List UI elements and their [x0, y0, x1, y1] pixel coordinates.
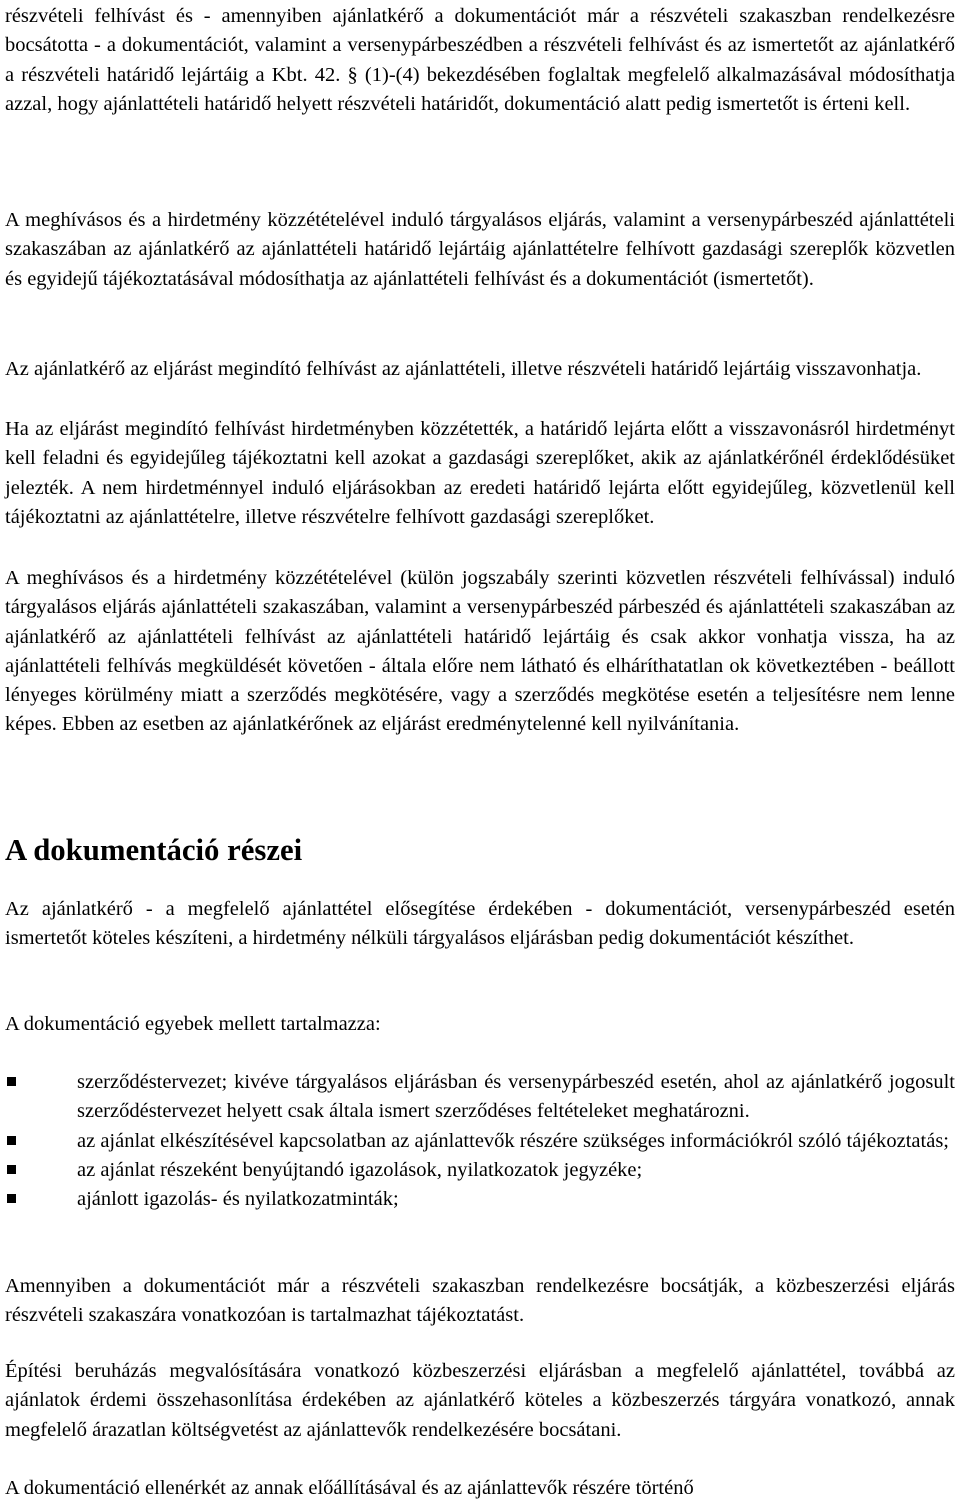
- section-heading: A dokumentáció részei: [5, 833, 303, 867]
- paragraph-construction-budget: Építési beruházás megvalósítására vonatkozó közbeszerzési eljárásban a megfelelő ajánlattétel, továbbá az ajánlatok érdemi összehasonlítása érdekében az ajánlatkérő köteles a közbeszerzés tárgyára vonatkozó, annak megfelelő árazatlan költségvetést az ajánlattevők rendelkezésére bocsátani.: [5, 1360, 955, 1441]
- paragraph-documentation-fee: A dokumentáció ellenérkét az annak előállításával és az ajánlattevők részére történő: [5, 1477, 694, 1499]
- paragraph-withdrawal: Az ajánlatkérő az eljárást megindító felhívást az ajánlattételi, illetve részvételi határidő lejártáig visszavonhatja.: [5, 358, 922, 380]
- square-bullet-icon: [7, 1165, 16, 1174]
- paragraph-withdrawal-notice: Ha az eljárást megindító felhívást hirdetményben közzétették, a határidő lejárta előtt a visszavonásról hirdetményt kell feladni és egyidejűleg tájékoztatni kell azokat a gazdasági szereplőket, akik az ajánlatkérőnél érdeklődésüket jelezték. A nem hirdetménnyel induló eljárásokban az eredeti határidő lejárta előtt egyidejűleg, közvetlenül kell tájékoztatni az ajánlattételre, illetve részvételre felhívott gazdasági szereplőket.: [5, 418, 955, 528]
- list-item-text: az ajánlat elkészítésével kapcsolatban az ajánlattevők részére szükséges információkról szóló tájékoztatás;: [77, 1129, 949, 1152]
- paragraph-documentation-intro: Az ajánlatkérő - a megfelelő ajánlattétel elősegítése érdekében - dokumentációt, versenypárbeszéd esetén ismertetőt köteles készíteni, a hirdetmény nélküli tárgyalásos eljárásban pedig dokumentációt készíthet.: [5, 898, 955, 950]
- paragraph-participation-info: Amennyiben a dokumentációt már a részvételi szakaszban rendelkezésre bocsátják, a közbeszerzési eljárás részvételi szakaszára vonatkozóan is tartalmazhat tájékoztatást.: [5, 1275, 955, 1327]
- list-item-text: az ajánlat részeként benyújtandó igazolások, nyilatkozatok jegyzéke;: [77, 1158, 643, 1181]
- paragraph-modification-tender-phase: A meghívásos és a hirdetmény közzétételével induló tárgyalásos eljárás, valamint a versenypárbeszéd ajánlattételi szakaszában az ajánlatkérő az ajánlattételi határidő lejártáig ajánlattételre felhívott gazdasági szereplők közvetlen és egyidejű tájékoztatásával módosíthatja az ajánlattételi felhívást és a dokumentációt (ismertetőt).: [5, 209, 955, 290]
- list-item-text: szerződéstervezet; kivéve tárgyalásos eljárásban és versenypárbeszéd esetén, ahol az ajánlatkérő jogosult szerződéstervezet helyett csak általa ismert szerződéses feltételeket meghatározni.: [77, 1071, 955, 1123]
- paragraph-modification-participation: részvételi felhívást és - amennyiben ajánlatkérő a dokumentációt már a részvételi szakaszban rendelkezésre bocsátotta - a dokumentációt, valamint a versenypárbeszédben a részvételi felhívást és az ismertetőt az ajánlatkérő a részvételi határidő lejártáig a Kbt. 42. § (1)-(4) bekezdésében foglaltak megfelelő alkalmazásával módosíthatja azzal, hogy ajánlattételi határidő helyett részvételi határidőt, dokumentáció alatt pedig ismertetőt is érteni kell.: [5, 5, 955, 115]
- list-item: [5, 1068, 955, 1127]
- paragraph-documentation-contents: A dokumentáció egyebek mellett tartalmazza:: [5, 1013, 381, 1035]
- square-bullet-icon: [7, 1077, 16, 1086]
- square-bullet-icon: [7, 1194, 16, 1203]
- list-item-text: ajánlott igazolás- és nyilatkozatminták;: [77, 1188, 399, 1211]
- square-bullet-icon: [7, 1136, 16, 1145]
- paragraph-withdrawal-conditions: A meghívásos és a hirdetmény közzétételével (külön jogszabály szerinti közvetlen részvételi felhívással) induló tárgyalásos eljárás ajánlattételi szakaszában, valamint a versenypárbeszéd párbeszéd és ajánlattételi szakaszában az ajánlatkérő az ajánlattételi felhívást az ajánlattételi határidő lejártáig és csak akkor vonhatja vissza, ha az ajánlattételi felhívás megküldését követően - általa előre nem látható és elháríthatatlan ok következtében - beállott lényeges körülmény miatt a szerződés megkötésére, vagy a szerződés megkötése esetén a teljesítésre nem lenne képes. Ebben az esetben az ajánlatkérőnek az eljárást eredménytelenné kell nyilvánítania.: [5, 567, 955, 736]
- list-item: [5, 1185, 955, 1214]
- documentation-contents-list: [5, 1068, 955, 1214]
- list-item: [5, 1127, 955, 1156]
- list-item: [5, 1156, 955, 1185]
